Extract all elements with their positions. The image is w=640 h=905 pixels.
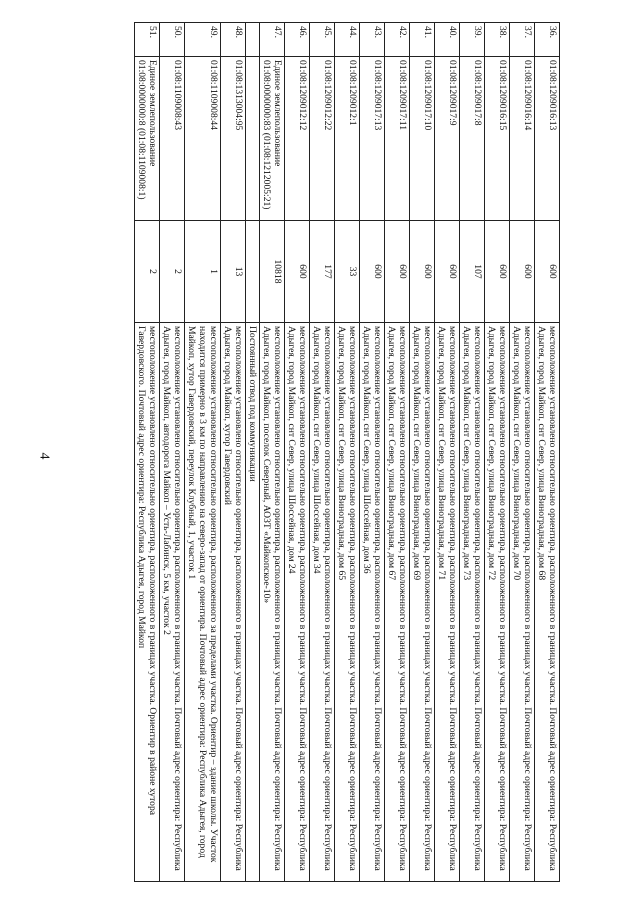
table-row [385,23,410,882]
table-body-section [246,23,260,882]
table-body-main [260,23,560,882]
row-number: 50. [160,23,185,57]
cadastral-number: 01:08:1313004:95 [221,57,246,221]
plot-area: 33 [335,221,360,323]
cadastral-number: 01:08:1209012:22 [310,57,335,221]
table-row [485,23,510,882]
row-number: 49. [185,23,221,57]
row-number: 48. [221,23,246,57]
plot-location: местоположение установлено относительно ориентира, расположенного в границах участка. Почтовый адрес ориентира: Республика Адыгея, город Майкоп, снт Север, улица Виноградная, дом 73 [460,323,485,882]
plot-location: местоположение установлено относительно ориентира, расположенного в границах участка. Почтовый адрес ориентира: Республика Адыгея, город Майкоп, снт Север, улица Шоссейная, дом 24 [285,323,310,882]
plot-area: 600 [535,221,560,323]
row-number: 46. [285,23,310,57]
section-cell-area [246,221,260,323]
cadastral-number: 01:08:1109008:43 [160,57,185,221]
plot-area: 600 [485,221,510,323]
plot-location: местоположение установлено относительно ориентира, расположенного в границах участка. Почтовый адрес ориентира: Республика Адыгея, город Майкоп, хутор Гавердовский [221,323,246,882]
plot-area: 1 [185,221,221,323]
table-row [535,23,560,882]
table-row [335,23,360,882]
plot-area: 2 [160,221,185,323]
plot-area: 600 [410,221,435,323]
table-row [160,23,185,882]
row-number: 38. [485,23,510,57]
cadastral-number: 01:08:1209012:1 [335,57,360,221]
cadastral-number: Единое землепользование 01:08:0000000:8 (01:08:1109008:1) [135,57,160,221]
table-body-communications [135,23,246,882]
row-number: 37. [510,23,535,57]
row-number: 44. [335,23,360,57]
cadastral-number: 01:08:1109008:44 [185,57,221,221]
plot-area: 600 [510,221,535,323]
plot-location: местоположение установлено относительно ориентира, расположенного в границах участка. Почтовый адрес ориентира: Республика Адыгея, город Майкоп, автодорога Майкоп – Усть-Лабинск, 5 км, участок 2 [160,323,185,882]
row-number: 39. [460,23,485,57]
cadastral-number: 01:08:1209016:14 [510,57,535,221]
land-plots-table [134,22,560,882]
table-row [410,23,435,882]
row-number: 43. [360,23,385,57]
plot-location: местоположение установлено относительно ориентира, расположенного в границах участка. Почтовый адрес ориентира: Республика Адыгея, город Майкоп, снт Север, улица Виноградная, дом 67 [385,323,410,882]
plot-location: местоположение установлено относительно ориентира, расположенного в границах участка. Почтовый адрес ориентира: Республика Адыгея, город Майкоп, снт Север, улица Шоссейная, дом 36 [360,323,385,882]
plot-location: местоположение установлено относительно ориентира, расположенного в границах участка. Почтовый адрес ориентира: Республика Адыгея, город Майкоп, снт Север, улица Виноградная, дом 69 [410,323,435,882]
table-row [135,23,160,882]
row-number: 36. [535,23,560,57]
land-plots-table-sheet [80,22,560,882]
plot-area: 600 [435,221,460,323]
section-cell-cad [246,57,260,221]
plot-location: местоположение установлено относительно ориентира, расположенного в границах участка. Почтовый адрес ориентира: Республика Адыгея, город Майкоп, снт Север, улица Виноградная, дом 70 [510,323,535,882]
plot-location: местоположение установлено относительно ориентира, расположенного в границах участка. Почтовый адрес ориентира: Республика Адыгея, город Майкоп, снт Север, улица Виноградная, дом 65 [335,323,360,882]
table-row [221,23,246,882]
row-number: 45. [310,23,335,57]
row-number: 47. [260,23,285,57]
table-row [260,23,285,882]
section-title: Постоянный отвод под коммуникации [246,323,260,882]
plot-location: местоположение установлено относительно ориентира, расположенного в границах участка. Почтовый адрес ориентира: Республика Адыгея, город Майкоп, поселок Северный, АОЗТ «Майкопское-10» [260,323,285,882]
plot-area: 600 [285,221,310,323]
table-row [360,23,385,882]
cadastral-number: Единое землепользование 01:08:0000000:83 (01:08:1212005:21) [260,57,285,221]
table-row [510,23,535,882]
table-row [285,23,310,882]
cadastral-number: 01:08:1209017:11 [385,57,410,221]
section-cell-num [246,23,260,57]
cadastral-number: 01:08:1209012:12 [285,57,310,221]
row-number: 51. [135,23,160,57]
plot-location: местоположение установлено относительно ориентира, расположенного в границах участка. Почтовый адрес ориентира: Республика Адыгея, город Майкоп, снт Север, улица Виноградная, дом 71 [435,323,460,882]
plot-location: местоположение установлено относительно ориентира, расположенного в границах участка. Почтовый адрес ориентира: Республика Адыгея, город Майкоп, снт Север, улица Виноградная, дом 72 [485,323,510,882]
cadastral-number: 01:08:1209017:8 [460,57,485,221]
plot-area: 600 [385,221,410,323]
plot-area: 13 [221,221,246,323]
cadastral-number: 01:08:1209017:10 [410,57,435,221]
plot-area: 600 [360,221,385,323]
plot-area: 2 [135,221,160,323]
table-row [460,23,485,882]
cadastral-number: 01:08:1209017:13 [360,57,385,221]
cadastral-number: 01:08:1209016:13 [535,57,560,221]
row-number: 41. [410,23,435,57]
plot-area: 107 [460,221,485,323]
plot-location: местоположение установлено относительно ориентира, расположенного в границах участка. Почтовый адрес ориентира: Республика Адыгея, город Майкоп, снт Север, улица Виноградная, дом 68 [535,323,560,882]
plot-location: местоположение установлено относительно ориентира, расположенного в границах участка. Почтовый адрес ориентира: Республика Адыгея, город Майкоп, снт Север, улица Шоссейная, дом 34 [310,323,335,882]
table-row [185,23,221,882]
table-row [435,23,460,882]
plot-location: местоположение установлено относительно ориентира, расположенного в границах участка. Ориентир в районе хутора Гавердовского. Почтовый адрес ориентира: Республика Адыгея, город Майкоп [135,323,160,882]
row-number: 42. [385,23,410,57]
plot-area: 10818 [260,221,285,323]
cadastral-number: 01:08:1209017:9 [435,57,460,221]
row-number: 40. [435,23,460,57]
plot-location: местоположение установлено относительно ориентира, расположенного за пределами участка. Ориентир – здание школы. Участок находится примерно в 3 км по направлению на северо-запад от ориентира. Почтовый адрес ориентира: Республика Адыгея, город Майкоп, хутор Гавердовский, переулок Клубный, 1, участок 1 [185,323,221,882]
page-number: 4 [36,452,52,460]
table-row [310,23,335,882]
section-row [246,23,260,882]
cadastral-number: 01:08:1209016:15 [485,57,510,221]
plot-area: 177 [310,221,335,323]
